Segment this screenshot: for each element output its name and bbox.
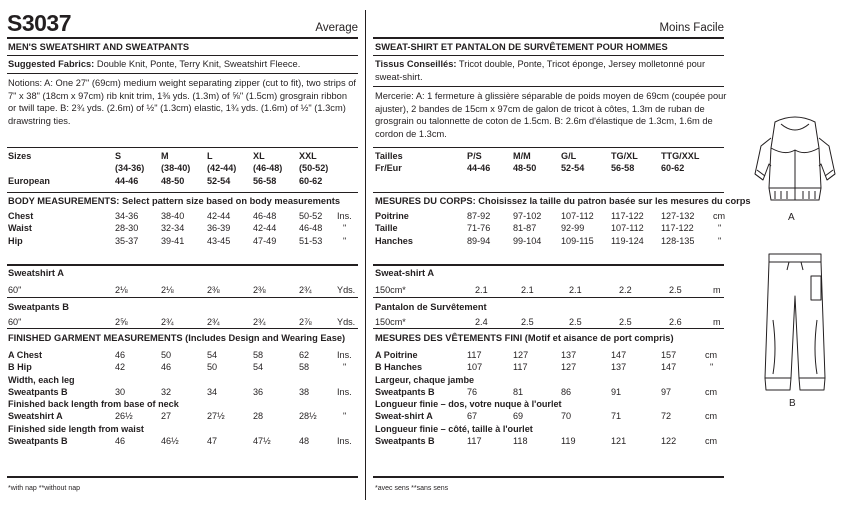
row-label: B Hip [8,362,32,373]
yardage-view-fr: Pantalon de Survêtement [375,302,487,312]
fabrics-en [8,58,300,71]
value-cell: 42-44 [207,211,231,221]
yardage-row [375,316,721,328]
value-cell: 54 [253,362,264,373]
notions-rule-fr [373,147,724,148]
value-cell: 26½ [115,411,133,422]
value-cell: 46 [161,362,172,373]
value-cell: 51-53 [299,235,323,246]
european-row [8,175,345,187]
value-cell: 28-30 [115,223,139,234]
top-rule-en [7,37,358,39]
unit-cell: cm [705,350,718,360]
notions-line: grosgrain ou talonnette de coton de 1.5cm. B: 2.6m d'élastique de 1.3cm, 1.6m de [375,116,713,126]
unit-cell: Ins. [337,350,352,360]
title-rule-en [7,55,358,56]
fabric-width: 150cm* [375,285,406,295]
body-row [375,222,725,234]
subhead-label: Longueur finie – dos, votre nuque à l'ourlet [375,399,562,410]
euro-cell: 48-50 [513,163,537,174]
sizes-rule-fr [373,192,724,193]
size-cell: L [207,151,213,161]
finished-subhead [375,398,717,410]
value-cell: 27 [161,411,172,422]
value-cell: 50-52 [299,211,323,221]
yardage-row [375,284,721,296]
finished-header-en: FINISHED GARMENT MEASUREMENTS (Includes Design and Wearing Ease) [8,333,346,343]
yardage-row [8,316,355,328]
value-cell: 97-102 [513,211,542,221]
value-cell: 2.5 [521,317,534,327]
value-cell: 71 [611,411,622,422]
value-cell: 58 [253,350,264,360]
euro-cell: 48-50 [161,175,185,186]
body-header-en: BODY MEASUREMENTS: Select pattern size based on body measurements [8,196,341,206]
euro-cell: 44-46 [467,163,491,174]
size-cell: M/M [513,151,531,161]
value-cell: 117 [467,436,482,447]
fabric-width: 150cm* [375,317,406,327]
row-label: Sweat-shirt A [375,411,433,422]
subhead-label: Finished side length from waist [8,423,144,434]
sweatpants-b-illustration [755,250,835,398]
yardage-top-rule-fr [373,264,724,266]
value-cell: 50 [161,350,172,360]
finished-subhead [8,398,352,410]
finished-row [375,361,717,373]
value-cell: 46 [115,436,126,447]
value-cell: 28½ [299,411,317,422]
value-cell: 34 [207,386,218,397]
finished-row [375,410,717,422]
row-label: Sweatshirt A [8,411,63,422]
value-cell: 107-112 [561,211,594,221]
european-label: Fr/Eur [375,163,402,174]
value-cell: 32-34 [161,223,185,234]
value-cell: 50 [207,362,218,373]
range-cell: (46-48) [253,163,283,174]
size-cell: TTG/XXL [661,151,700,161]
unit-cell: " [343,235,347,246]
row-label: Sweatpants B [8,436,68,447]
yardage-row [8,284,355,296]
sizes-row [8,150,345,162]
notions-line: or twill tape. B: 2¾ yds. (2.6m) of ½" (1.3cm) elastic, 1¾ yds. (1.6m) of ½" (1.3cm) [8,103,346,113]
value-cell: 39-41 [161,235,185,246]
value-cell: 81 [513,386,524,397]
unit-cell: cm [705,386,718,397]
finished-row [8,386,352,398]
finished-row [375,386,717,398]
value-cell: 127 [561,362,577,373]
row-label: A Poitrine [375,350,418,360]
value-cell: 2¾ [299,285,312,295]
value-cell: 109-115 [561,235,594,246]
unit-cell: " [343,223,347,234]
fabrics-text-fr: Tricot double, Ponte, Tricot éponge, Jersey molletonné pour [456,59,706,69]
value-cell: 36 [253,386,264,397]
unit-cell: " [718,223,722,234]
value-cell: 137 [561,350,577,360]
value-cell: 2.2 [619,285,632,295]
fabrics-label-fr: Tissus Conseillés: [375,59,457,69]
title-fr: SWEAT-SHIRT ET PANTALON DE SURVÊTEMENT POUR HOMMES [375,42,668,52]
row-label: A Chest [8,350,43,360]
fabric-width: 60" [8,317,22,327]
subhead-label: Longueur finie – côté, taille à l'ourlet [375,423,533,434]
sizes-table-fr [375,150,711,175]
finished-row [8,349,352,361]
notions-rule-en [7,147,358,148]
value-cell: 107-112 [611,223,644,234]
value-cell: 47 [207,436,218,447]
value-cell: 46-48 [299,223,323,234]
value-cell: 97 [661,386,672,397]
value-cell: 147 [661,362,677,373]
value-cell: 2.1 [569,285,582,295]
size-cell: S [115,151,122,161]
row-label: Sweatpants B [375,386,435,397]
value-cell: 34-36 [115,211,139,221]
value-cell: 46 [115,350,126,360]
value-cell: 30 [115,386,126,397]
row-label: Waist [8,223,32,234]
value-cell: 127-132 [661,211,695,221]
unit-cell: " [718,235,722,246]
value-cell: 2¾ [207,317,220,327]
value-cell: 2⅛ [115,285,128,295]
value-cell: 2.5 [619,317,632,327]
value-cell: 2.4 [475,317,488,327]
fabrics-fr [375,58,705,83]
value-cell: 2¾ [161,317,174,327]
finished-row [8,410,352,422]
value-cell: 118 [513,436,528,447]
footnote-en: *with nap **without nap [8,485,80,492]
fabrics-label-en: Suggested Fabrics: [8,59,95,69]
row-label: Poitrine [375,211,409,221]
sizes-range-row [8,162,345,174]
size-cell: XL [253,151,265,161]
unit-cell: Ins. [337,436,352,447]
notions-fr [375,90,726,140]
pattern-code: S3037 [7,10,72,36]
value-cell: 92-99 [561,223,585,234]
range-cell: (38-40) [161,163,191,174]
finished-row [8,361,352,373]
value-cell: 69 [513,411,524,422]
value-cell: 54 [207,350,218,360]
view-a-label: A [788,212,795,223]
value-cell: 43-45 [207,235,231,246]
unit-cell: " [710,362,714,373]
value-cell: 127 [513,350,529,360]
body-table-fr [375,210,725,247]
row-label: Sweatpants B [375,436,435,447]
size-cell: M [161,151,169,161]
value-cell: 76 [467,386,478,397]
yardage-table-en [8,284,355,296]
value-cell: 99-104 [513,235,542,246]
notions-line: Notions: A: One 27" (69cm) medium weight separating zipper (cut to fit), two strips of [8,78,356,88]
value-cell: 67 [467,411,478,422]
euro-cell: 60-62 [661,163,685,174]
body-row [8,222,352,234]
finished-row [375,435,717,447]
value-cell: 28 [253,411,264,422]
row-label: Hip [8,235,23,246]
finished-row [375,349,717,361]
value-cell: 42 [115,362,126,373]
finished-subhead [8,423,352,435]
value-cell: 2⅝ [115,317,128,327]
value-cell: 87-92 [467,211,491,221]
finished-subhead [375,374,717,386]
sweatshirt-a-illustration [745,108,845,208]
value-cell: 2⅜ [207,285,220,295]
finished-subhead [375,423,717,435]
yardage-table-en [8,316,355,328]
sizes-row [375,150,711,162]
yardage-view-en: Sweatshirt A [8,268,64,278]
title-rule-fr [373,55,724,56]
body-header-fr: MESURES DU CORPS: Choisissez la taille du patron basée sur les mesures du corps [375,196,751,206]
value-cell: 119 [561,436,576,447]
difficulty-fr: Moins Facile [659,22,724,34]
value-cell: 81-87 [513,223,537,234]
footnote-fr: *avec sens **sans sens [375,485,449,492]
row-label: Chest [8,211,34,221]
row-label: B Hanches [375,362,423,373]
subhead-label: Finished back length from base of neck [8,399,179,410]
finished-table-fr [375,349,717,447]
top-rule-fr [373,37,724,39]
unit-cell: Ins. [337,386,352,397]
fabrics-rule-fr [373,86,724,87]
value-cell: 2.1 [475,285,488,295]
value-cell: 36-39 [207,223,231,234]
value-cell: 86 [561,386,572,397]
subhead-label: Largeur, chaque jambe [375,374,475,385]
finished-header-fr: MESURES DES VÊTEMENTS FINI (Motif et aisance de port compris) [375,333,674,343]
finished-subhead [8,374,352,386]
euro-cell: 60-62 [299,175,323,186]
value-cell: 46½ [161,436,179,447]
bottom-rule-fr [373,476,724,478]
unit-cell: m [713,317,721,327]
notions-line: drawstring ties. [8,115,71,126]
body-row [8,210,352,222]
value-cell: 2.5 [569,317,582,327]
yardage-table-fr [375,284,721,296]
value-cell: 147 [611,350,627,360]
size-cell: TG/XL [611,151,638,161]
value-cell: 157 [661,350,677,360]
finished-row [8,435,352,447]
value-cell: 58 [299,362,310,373]
body-row [375,235,725,247]
view-b-label: B [789,398,796,409]
title-en: MEN'S SWEATSHIRT AND SWEATPANTS [8,42,190,52]
value-cell: 38 [299,386,310,397]
euro-cell: 52-54 [207,175,231,186]
value-cell: 117-122 [661,223,694,234]
yardage-mid-rule-en [7,297,358,298]
size-cell: P/S [467,151,482,161]
fabrics-text-en: Double Knit, Ponte, Terry Knit, Sweatshirt Fleece. [94,59,301,69]
european-label: European [8,175,50,186]
value-cell: 2.6 [669,317,682,327]
value-cell: 117 [467,350,482,360]
body-table-en [8,210,352,247]
value-cell: 89-94 [467,235,491,246]
body-row [375,210,725,222]
european-row [375,162,711,174]
unit-cell: cm [705,411,718,422]
difficulty-en: Average [315,22,358,34]
size-cell: G/L [561,151,577,161]
value-cell: 72 [661,411,672,422]
yardage-view-en: Sweatpants B [8,302,69,312]
yardage-table-fr [375,316,721,328]
value-cell: 62 [299,350,310,360]
value-cell: 2.5 [669,285,682,295]
euro-cell: 44-46 [115,175,139,186]
value-cell: 27½ [207,411,225,422]
bottom-rule-en [7,476,358,478]
row-label: Taille [375,223,398,234]
fabric-width: 60" [8,285,22,295]
size-cell: XXL [299,151,317,161]
unit-cell: Ins. [337,211,352,221]
value-cell: 71-76 [467,223,491,234]
euro-cell: 56-58 [611,163,635,174]
value-cell: 2¾ [253,317,266,327]
value-cell: 121 [611,436,627,447]
value-cell: 2⅞ [299,317,312,327]
notions-line: Mercerie: A: 1 fermeture à glissière séparable de poids moyen de 69cm (coupée pour [375,91,727,101]
fabrics-text-fr-2: sweat-shirt. [375,71,423,82]
value-cell: 47-49 [253,235,277,246]
value-cell: 107 [467,362,483,373]
sizes-label: Sizes [8,151,32,161]
value-cell: 91 [611,386,622,397]
value-cell: 35-37 [115,235,139,246]
value-cell: 122 [661,436,677,447]
yardage-top-rule-en [7,264,358,266]
row-label: Sweatpants B [8,386,68,397]
value-cell: 2⅜ [253,285,266,295]
unit-cell: Yds. [337,285,356,295]
value-cell: 42-44 [253,223,277,234]
yardage-view-fr: Sweat-shirt A [375,268,435,278]
value-cell: 119-124 [611,235,644,246]
value-cell: 46-48 [253,211,277,221]
unit-cell: cm [705,436,718,447]
subhead-label: Width, each leg [8,374,75,385]
euro-cell: 56-58 [253,175,277,186]
unit-cell: cm [713,211,726,221]
notions-line: ajuster), 2 bandes de 15cm x 97cm de galon de tricot à côtes, 1.3m de ruban de [375,103,705,114]
value-cell: 2.1 [521,285,534,295]
finished-table-en [8,349,352,447]
notions-line: cordon de 1.3cm. [375,128,447,139]
sizes-rule-en [7,192,358,193]
value-cell: 32 [161,386,172,397]
fabrics-rule-en [7,73,358,74]
value-cell: 128-135 [661,235,695,246]
sizes-table-en [8,150,345,187]
range-cell: (34-36) [115,163,145,174]
value-cell: 48 [299,436,310,447]
unit-cell: m [713,285,721,295]
row-label: Hanches [375,235,413,246]
value-cell: 70 [561,411,572,422]
value-cell: 2⅛ [161,285,174,295]
unit-cell: " [343,362,347,373]
range-cell: (50-52) [299,163,329,174]
value-cell: 38-40 [161,211,185,221]
unit-cell: " [343,411,347,422]
unit-cell: Yds. [337,317,356,327]
euro-cell: 52-54 [561,163,585,174]
value-cell: 137 [611,362,627,373]
value-cell: 117-122 [611,211,644,221]
notions-line: 7" x 38" (18cm x 97cm) rib knit trim, 1⅜ yds. (1.3m) of ⅝" (1.5cm) grosgrain ribbon [8,90,348,101]
sizes-label: Tailles [375,151,403,161]
column-divider [365,10,366,500]
yardage-mid-rule-fr [373,297,724,298]
value-cell: 47½ [253,436,271,447]
notions-en [8,77,356,127]
value-cell: 117 [513,362,528,373]
range-cell: (42-44) [207,163,237,174]
body-row [8,235,352,247]
